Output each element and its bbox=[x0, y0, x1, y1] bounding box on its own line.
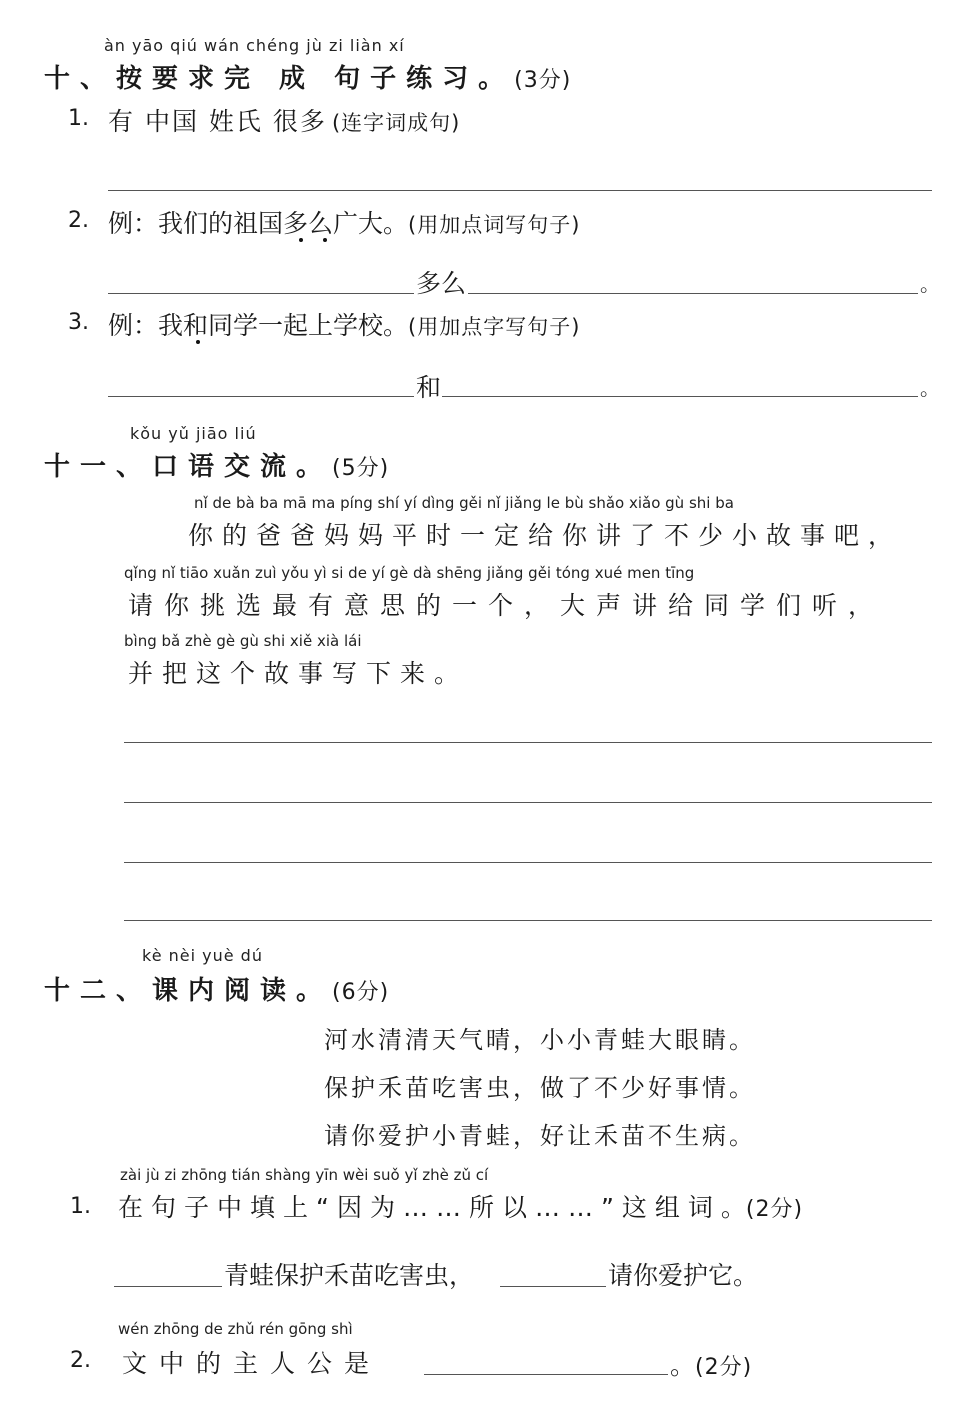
reading-q1-blank-a[interactable] bbox=[114, 1286, 222, 1287]
section12-score: (6分) bbox=[332, 980, 390, 1005]
reading-q2-end: 。 bbox=[670, 1351, 696, 1380]
section10-pinyin: àn yāo qiú wán chéng jù zi liàn xí bbox=[104, 36, 405, 55]
reading-q1-pinyin: zài jù zi zhōng tián shàng yīn wèi suǒ yǐ zhè zǔ cí bbox=[120, 1166, 489, 1184]
q3-answer-line-a[interactable] bbox=[108, 396, 414, 397]
reading-q1-sentence-a: 青蛙保护禾苗吃害虫， bbox=[224, 1261, 475, 1290]
reading-q2-text: 文中的主人公是 bbox=[122, 1349, 382, 1378]
emphasis-dot bbox=[196, 340, 200, 344]
q1-answer-line[interactable] bbox=[108, 190, 932, 191]
q3-answer-line-b[interactable] bbox=[442, 396, 918, 397]
section12-pinyin: kè nèi yuè dú bbox=[142, 946, 263, 965]
reading-q1-end: 。 bbox=[720, 1193, 746, 1222]
section10-score: (3分) bbox=[514, 68, 572, 93]
reading-q1-blank-b[interactable] bbox=[500, 1286, 606, 1287]
reading-q1-number: 1. bbox=[70, 1194, 91, 1219]
story-writing-line[interactable] bbox=[124, 862, 932, 863]
q3-note: (用加点字写句子) bbox=[408, 315, 581, 339]
section10-heading: 十、按要求完 成 句子练习 bbox=[44, 64, 479, 94]
q2-end: 。 bbox=[920, 272, 940, 296]
q1-text: 有 中国 姓氏 很多 bbox=[108, 107, 327, 136]
q1-number: 1. bbox=[68, 106, 89, 131]
q2-note: (用加点词写句子) bbox=[408, 213, 581, 237]
emphasis-dot bbox=[299, 238, 303, 242]
section11-line3: 并把这个故事写下来。 bbox=[128, 659, 469, 688]
reading-q1-text: 在句子中填上“因为……所以……”这组词 bbox=[118, 1193, 721, 1222]
section12-heading-row bbox=[44, 970, 389, 1007]
q1-note: (连字词成句) bbox=[331, 111, 461, 135]
poem-line: 请你爱护小青蛙，好让禾苗不生病。 bbox=[324, 1122, 756, 1150]
poem-line: 河水清清天气晴，小小青蛙大眼睛。 bbox=[324, 1026, 756, 1054]
section11-line3-pinyin: bìng bǎ zhè gè gù shi xiě xià lái bbox=[124, 632, 362, 650]
section11-line1-pinyin: nǐ de bà ba mā ma píng shí yí dìng gěi nǐ jiǎng le bù shǎo xiǎo gù shi ba bbox=[194, 494, 734, 512]
section11-heading: 十一、口语交流 bbox=[44, 452, 297, 482]
section11-line2-pinyin: qǐng nǐ tiāo xuǎn zuì yǒu yì si de yí gè dà shēng jiǎng gěi tóng xué men tīng bbox=[124, 564, 695, 582]
story-writing-line[interactable] bbox=[124, 742, 932, 743]
reading-q2-score: (2分) bbox=[695, 1355, 753, 1380]
section10-heading-row bbox=[44, 58, 571, 95]
section11-line1: 你的爸爸妈妈平时一定给你讲了不少小故事吧， bbox=[188, 521, 903, 550]
reading-q2-number: 2. bbox=[70, 1348, 91, 1373]
story-writing-line[interactable] bbox=[124, 802, 932, 803]
q2-answer-line-a[interactable] bbox=[108, 293, 414, 294]
section10-end-mark: 。 bbox=[478, 64, 515, 94]
section11-pinyin: kǒu yǔ jiāo liú bbox=[130, 424, 257, 443]
section12-heading: 十二、课内阅读 bbox=[44, 976, 297, 1006]
q2-example: 我们的祖国多么广大。 bbox=[158, 209, 409, 238]
reading-q2-blank[interactable] bbox=[424, 1374, 668, 1375]
q3-fill-word: 和 bbox=[416, 373, 442, 402]
reading-q1-sentence-b: 请你爱护它。 bbox=[608, 1261, 759, 1290]
section12-end-mark: 。 bbox=[296, 976, 333, 1006]
q2-label: 例： bbox=[108, 209, 159, 238]
section11-score: (5分) bbox=[332, 456, 390, 481]
reading-q2-pinyin: wén zhōng de zhǔ rén gōng shì bbox=[118, 1320, 353, 1338]
poem-line: 保护禾苗吃害虫，做了不少好事情。 bbox=[324, 1074, 756, 1102]
story-writing-line[interactable] bbox=[124, 920, 932, 921]
q2-fill-word: 多么 bbox=[416, 269, 467, 298]
section11-end-mark: 。 bbox=[296, 452, 333, 482]
q3-number: 3. bbox=[68, 310, 89, 335]
q3-label: 例： bbox=[108, 311, 159, 340]
emphasis-dot bbox=[323, 238, 327, 242]
q3-end: 。 bbox=[920, 376, 940, 400]
reading-q1-score: (2分) bbox=[745, 1197, 804, 1222]
section11-line2: 请你挑选最有意思的一个，大声讲给同学们听， bbox=[128, 591, 885, 620]
section11-heading-row bbox=[44, 446, 389, 483]
q3-example: 我和同学一起上学校。 bbox=[158, 311, 409, 340]
q2-answer-line-b[interactable] bbox=[468, 293, 918, 294]
q2-number: 2. bbox=[68, 208, 89, 233]
